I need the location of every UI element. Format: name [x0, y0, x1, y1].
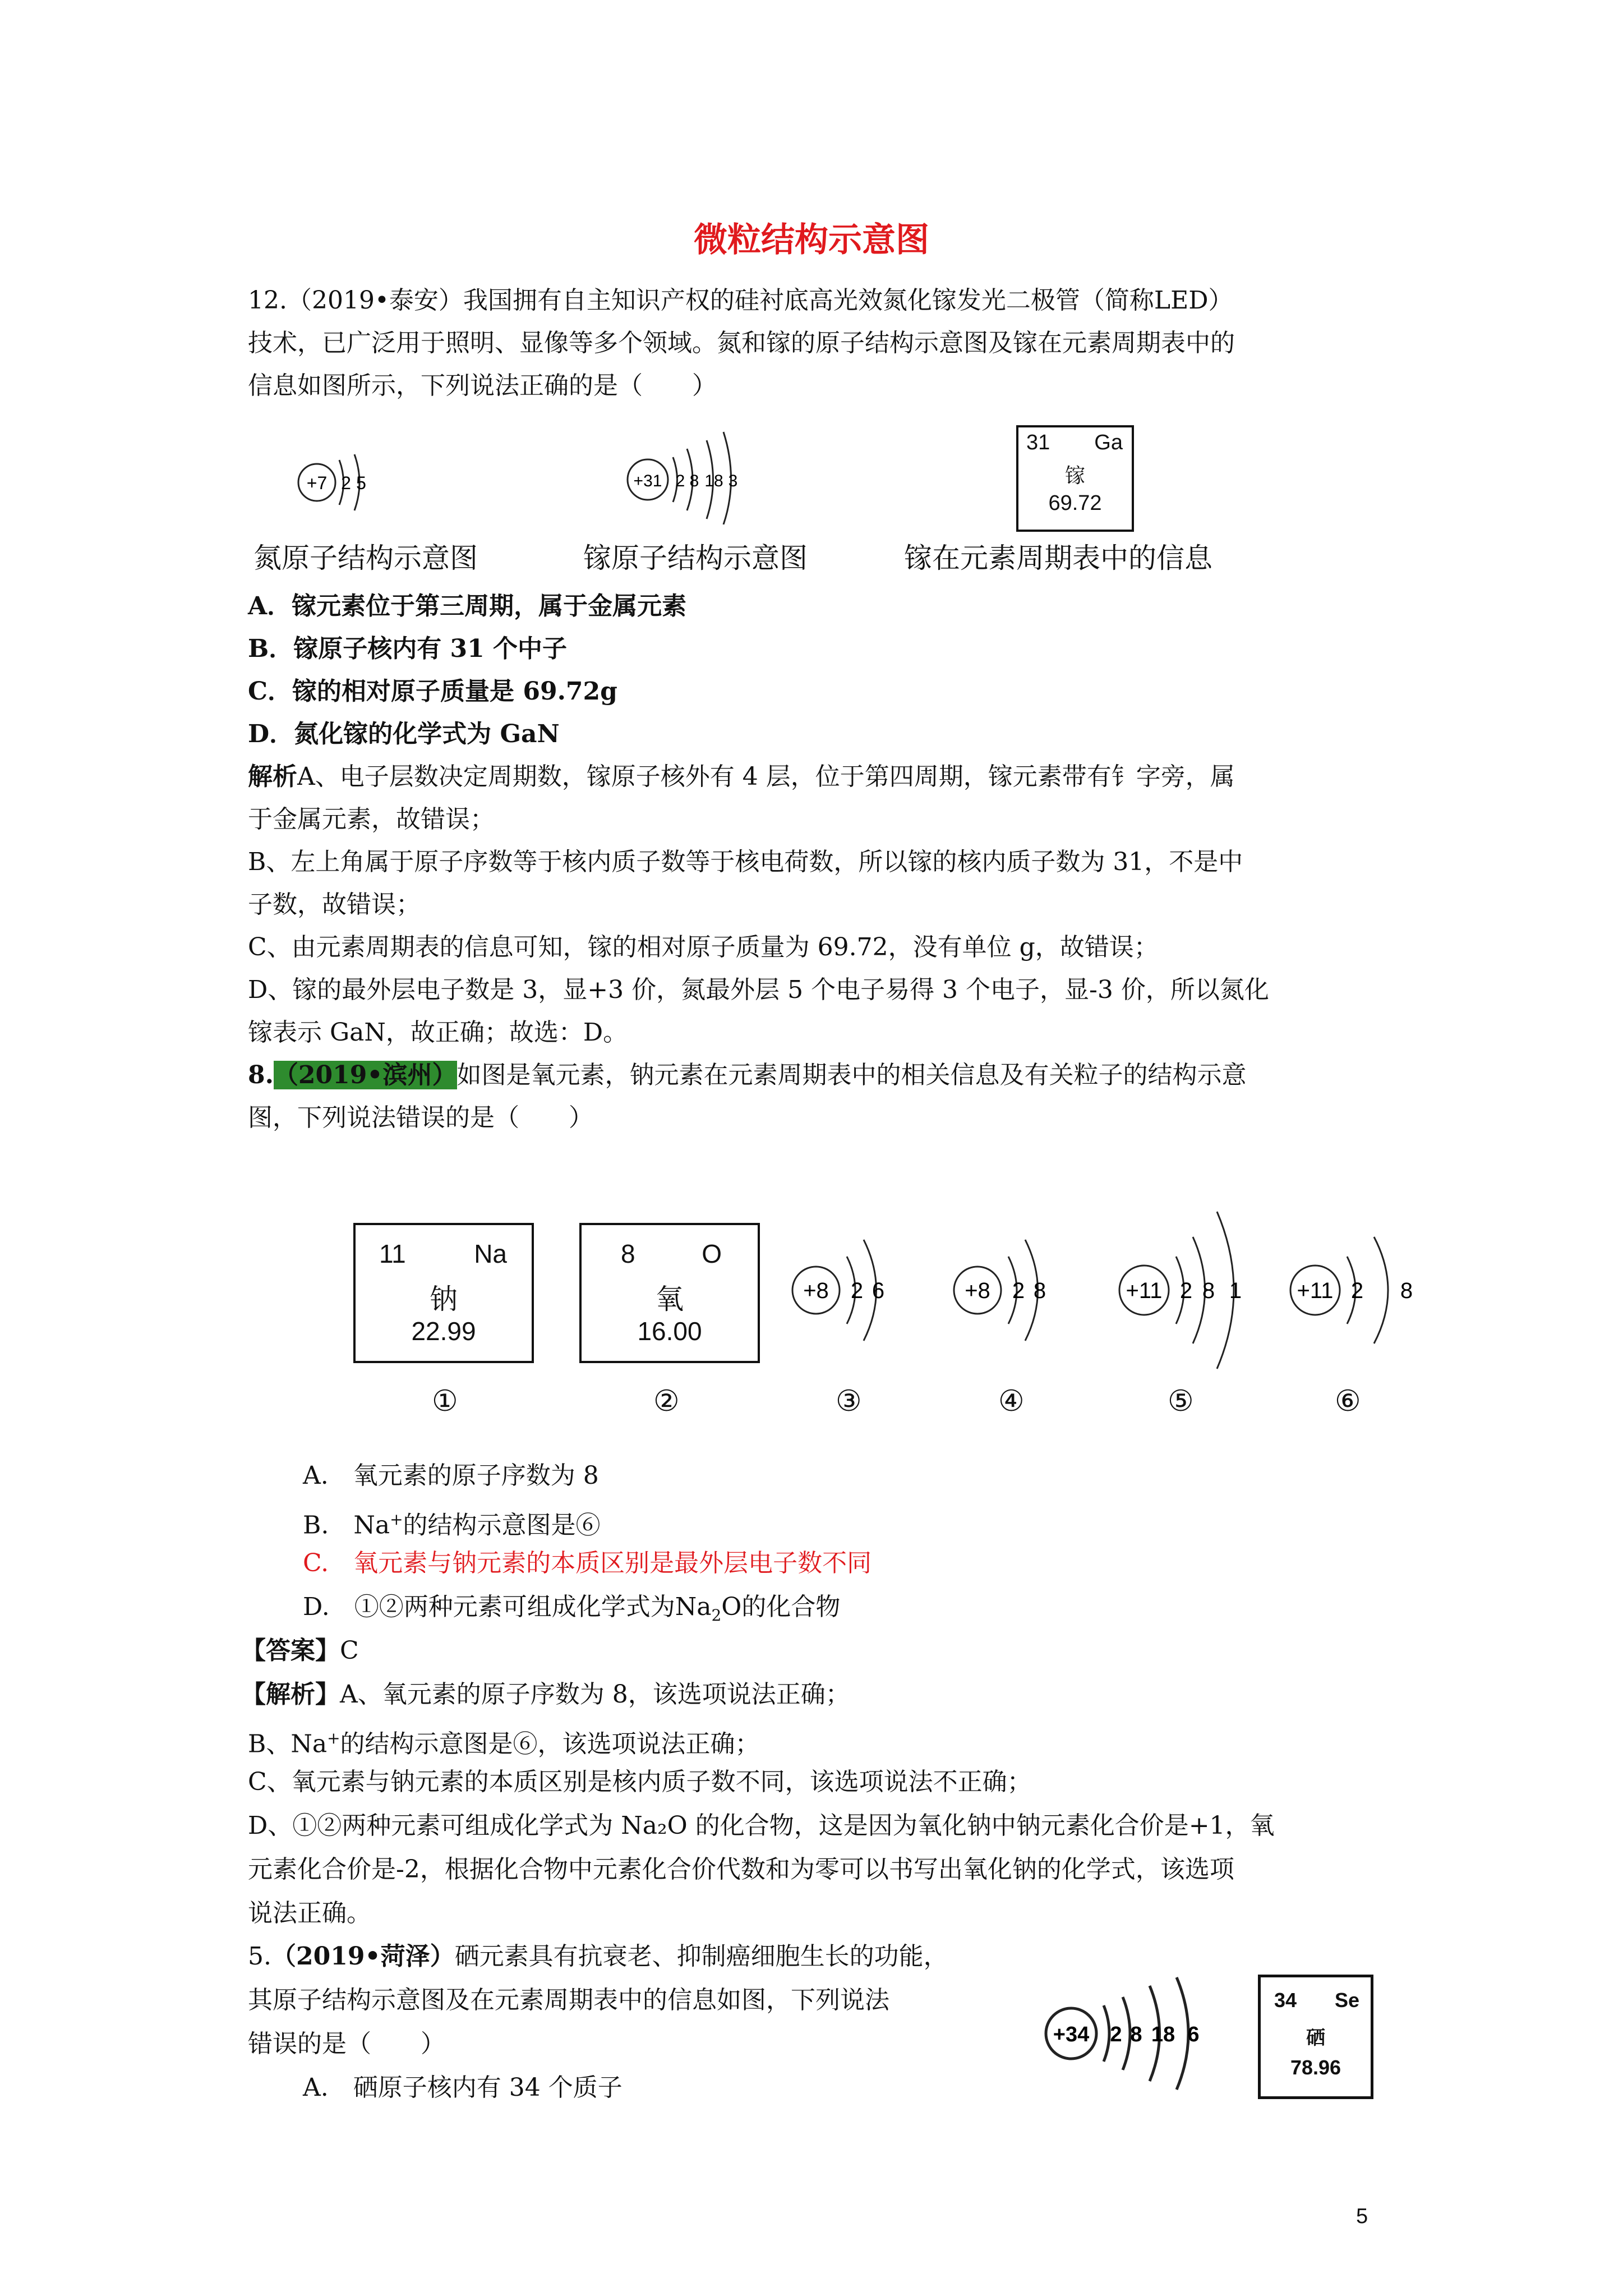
- sodium-name: 钠: [430, 1283, 458, 1315]
- gallium-nucleus: +31: [633, 472, 662, 490]
- particle-4-shell-2: 8: [1033, 1278, 1046, 1303]
- sodium-atomic-number: 11: [379, 1239, 406, 1268]
- oxygen-symbol: O: [702, 1239, 722, 1268]
- particle-5-shell-1: 2: [1179, 1278, 1193, 1303]
- nitrogen-nucleus: +7: [306, 473, 328, 493]
- gallium-mass: 69.72: [1048, 491, 1102, 515]
- q12-analysis-line5: C、由元素周期表的信息可知，镓的相对原子质量为 69.72，没有单位 g，故错误；: [248, 933, 1159, 961]
- q8-option-c: C. 氧元素与钠元素的本质区别是最外层电子数不同: [303, 1549, 872, 1577]
- q12-analysis-text: A、电子层数决定周期数，镓原子核外有 4 层，位于第四周期，镓元素带有钅字旁，属: [297, 762, 1235, 791]
- gallium-caption: 镓原子结构示意图: [583, 542, 808, 574]
- q8-number: 8.: [248, 1061, 274, 1089]
- page-number: 5: [1356, 2205, 1368, 2228]
- particle-3-diagram: [785, 1206, 925, 1374]
- q12-stem-line3: 信息如图所示，下列说法正确的是（ ）: [248, 371, 717, 400]
- gallium-cell-caption: 镓在元素周期表中的信息: [904, 542, 1212, 574]
- q12-analysis-line1: [248, 762, 1235, 792]
- gallium-shell-1: 2: [675, 472, 685, 490]
- q8-analysis-line6: 说法正确。: [248, 1899, 371, 1927]
- q8-analysis-line4: D、①②两种元素可组成化学式为 Na₂O 的化合物，这是因为氧化钠中钠元素化合价是+1，氧: [248, 1811, 1275, 1840]
- oxygen-name: 氧: [656, 1283, 684, 1315]
- q8-option-d: D. ①②两种元素可组成化学式为$Na_2O$的化合物: [303, 1593, 841, 1625]
- selenium-shell-3: 18: [1151, 2023, 1175, 2046]
- label-6: ⑥: [1335, 1384, 1361, 1418]
- q5-source: （2019•菏泽）: [271, 1942, 455, 1971]
- nitrogen-shell-2: 5: [356, 473, 366, 493]
- particle-5-nucleus: +11: [1126, 1278, 1163, 1303]
- q12-analysis-line2: 于金属元素，故错误；: [248, 805, 495, 834]
- nitrogen-caption: 氮原子结构示意图: [253, 542, 478, 574]
- q12-option-d: D．氮化镓的化学式为 GaN: [248, 720, 560, 748]
- q8-stem-line2: 图，下列说法错误的是（ ）: [248, 1103, 593, 1132]
- q5-option-a: A. 硒原子核内有 34 个质子: [303, 2073, 623, 2102]
- particle-3-shell-1: 2: [850, 1278, 864, 1303]
- answer-value: C: [340, 1636, 359, 1665]
- particle-6-shell-2: 8: [1400, 1278, 1413, 1303]
- q8-option-a: A. 氧元素的原子序数为 8: [303, 1461, 599, 1490]
- q8-answer: [241, 1636, 359, 1665]
- oxygen-periodic-cell: [579, 1223, 760, 1363]
- selenium-shell-2: 8: [1130, 2023, 1142, 2046]
- q12-analysis-line7: 镓表示 GaN，故正确；故选：D。: [248, 1018, 628, 1047]
- gallium-atomic-number: 31: [1026, 431, 1050, 454]
- q8-analysis-line1: 【解析】A、氧元素的原子序数为 8，该选项说法正确；: [241, 1680, 850, 1709]
- q12-stem-line2: 技术，已广泛用于照明、显像等多个领域。氮和镓的原子结构示意图及镓在元素周期表中的: [248, 329, 1235, 357]
- label-4: ④: [998, 1384, 1025, 1418]
- q12-option-a: A．镓元素位于第三周期，属于金属元素: [248, 592, 687, 620]
- particle-4-nucleus: +8: [965, 1278, 990, 1303]
- q12-stem-line1: 12.（2019•泰安）我国拥有自主知识产权的硅衬底高光效氮化镓发光二极管（简称LED）: [248, 286, 1233, 315]
- particle-6-nucleus: +11: [1297, 1278, 1334, 1303]
- q8-stem-text: 如图是氧元素，钠元素在元素周期表中的相关信息及有关粒子的结构示意: [457, 1061, 1247, 1089]
- gallium-periodic-cell: [1016, 425, 1134, 532]
- particle-5-shell-3: 1: [1229, 1278, 1242, 1303]
- label-3: ③: [836, 1384, 862, 1418]
- selenium-symbol: Se: [1334, 1989, 1359, 2012]
- answer-label: 【答案】: [241, 1636, 340, 1665]
- q8-source-highlight: （2019•滨州）: [273, 1061, 457, 1089]
- page-title: 微粒结构示意图: [694, 220, 929, 260]
- gallium-shell-4: 3: [728, 472, 738, 490]
- particle-3-nucleus: +8: [803, 1278, 829, 1303]
- selenium-atomic-number: 34: [1274, 1989, 1297, 2012]
- q8-analysis-line2: B、Na+的结构示意图是⑥，该选项说法正确；: [248, 1729, 760, 1759]
- gallium-atom-diagram: [620, 418, 766, 524]
- q12-analysis-line6: D、镓的最外层电子数是 3，显+3 价，氮最外层 5 个电子易得 3 个电子，显-3 价，所以氮化: [248, 976, 1269, 1004]
- selenium-nucleus: +34: [1053, 2023, 1090, 2046]
- particle-6-shell-1: 2: [1350, 1278, 1364, 1303]
- nitrogen-atom-diagram: [292, 438, 404, 522]
- q12-analysis-label: 解析: [248, 762, 297, 791]
- particle-4-diagram: [947, 1206, 1087, 1374]
- q5-stem-line1: 5.（2019•菏泽）硒元素具有抗衰老、抑制癌细胞生长的功能，: [248, 1942, 948, 1971]
- label-2: ②: [653, 1384, 680, 1418]
- q12-analysis-line4: 子数，故错误；: [248, 890, 421, 919]
- q8-analysis-line3: C、氧元素与钠元素的本质区别是核内质子数不同，该选项说法不正确；: [248, 1768, 1032, 1796]
- selenium-periodic-cell: [1258, 1975, 1373, 2099]
- sodium-periodic-cell: [353, 1223, 534, 1363]
- gallium-shell-3: 18: [704, 472, 723, 490]
- q5-stem-line3: 错误的是（ ）: [248, 2030, 445, 2058]
- q12-option-c: C．镓的相对原子质量是 69.72g: [248, 677, 617, 706]
- gallium-shell-2: 8: [689, 472, 699, 490]
- analysis-label: 【解析】: [241, 1680, 340, 1709]
- selenium-atom-diagram: [1038, 1969, 1239, 2098]
- selenium-shell-1: 2: [1110, 2023, 1122, 2046]
- nitrogen-shell-1: 2: [341, 473, 351, 493]
- particle-4-shell-1: 2: [1012, 1278, 1025, 1303]
- label-1: ①: [432, 1384, 458, 1418]
- q12-analysis-line3: B、左上角属于原子序数等于核内质子数等于核电荷数，所以镓的核内质子数为 31，不是中: [248, 848, 1243, 876]
- sodium-mass: 22.99: [411, 1317, 476, 1346]
- particle-6-diagram: [1284, 1206, 1436, 1374]
- q8-analysis-line5: 元素化合价是-2，根据化合物中元素化合价代数和为零可以书写出氧化钠的化学式，该选项: [248, 1855, 1234, 1884]
- particle-3-shell-2: 6: [872, 1278, 885, 1303]
- sodium-symbol: Na: [474, 1239, 507, 1268]
- gallium-symbol: Ga: [1094, 431, 1123, 454]
- particle-5-diagram: [1113, 1195, 1281, 1380]
- oxygen-mass: 16.00: [637, 1317, 702, 1346]
- gallium-name: 镓: [1064, 464, 1085, 487]
- q5-stem-line2: 其原子结构示意图及在元素周期表中的信息如图，下列说法: [248, 1986, 889, 2014]
- selenium-name: 硒: [1306, 2027, 1325, 2049]
- oxygen-atomic-number: 8: [621, 1239, 635, 1268]
- particle-5-shell-2: 8: [1202, 1278, 1215, 1303]
- q8-option-b: B. Na+的结构示意图是⑥: [303, 1510, 601, 1540]
- q8-stem-line1: [248, 1061, 1247, 1090]
- label-5: ⑤: [1168, 1384, 1194, 1418]
- selenium-mass: 78.96: [1290, 2056, 1341, 2079]
- selenium-shell-4: 6: [1187, 2023, 1200, 2046]
- q12-option-b: B．镓原子核内有 31 个中子: [248, 634, 568, 663]
